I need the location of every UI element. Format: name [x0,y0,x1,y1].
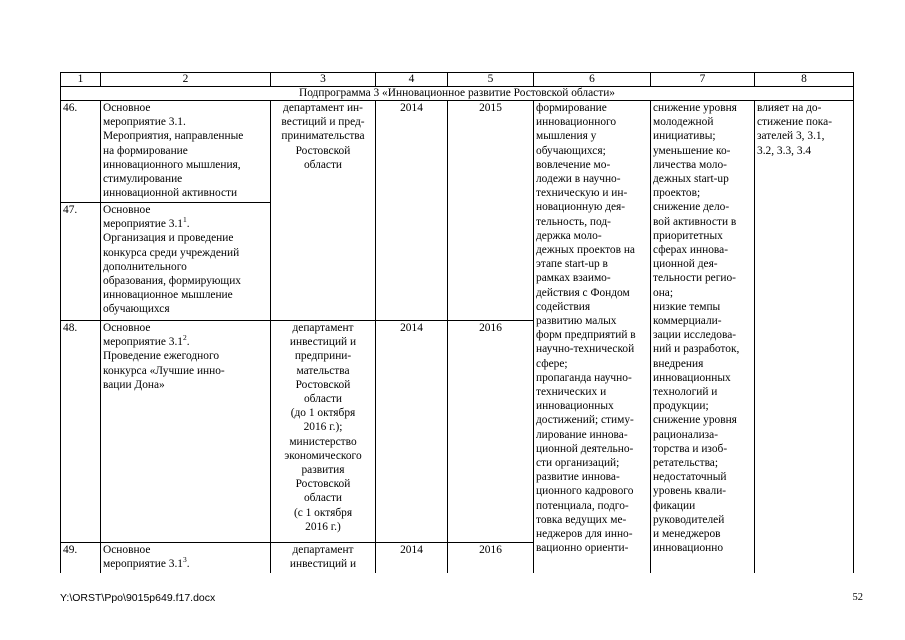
subprogram-title: Подпрограмма 3 «Инновационное развитие Ростовской области» [61,87,854,101]
start-year: 2014 [376,101,448,321]
start-year: 2014 [376,321,448,543]
executor-cell: департамент инвестиций и предприни- мательства Ростовской области (до 1 октября 2016 г.); министерство экономического развития Ростовской области (с 1 октября 2016 г.) [271,321,376,543]
consequences-cell: снижение уровня молодежной инициативы; уменьшение ко- личества моло- дежных start-up проектов; снижение дело- вой активности в приоритетных сферах иннова- ционной дея- тельности регио- она; низкие темпы коммерциали- зации исследова- ний и разработок, внедрения инновационных технологий и продукции; снижение уровня рационализа- торства и изоб- ретательства; недостаточный уровень квали- фикации руководителей и менеджеров инновационно [651,101,755,573]
end-year: 2015 [448,101,534,321]
measure-name: Основное мероприятие $3.1^1$. Организация и проведение конкурса среди учреждений дополнительного образования, формирующих инновационное мышление обучающихся [101,203,271,321]
subprogram-row [61,87,854,101]
row-number: 46. [61,101,101,203]
col-header-2: 2 [101,73,271,87]
row-number: 48. [61,321,101,543]
row-number: 49. [61,543,101,573]
executor-cell: департамент инвестиций и [271,543,376,573]
end-year: 2016 [448,321,534,543]
col-header-3: 3 [271,73,376,87]
measure-name: Основное мероприятие 3.1. Мероприятия, направленные на формирование инновационного мышления, стимулирование инновационной активности [101,101,271,203]
header-row [61,73,854,87]
measure-name: Основное мероприятие $3.1^3$. [101,543,271,573]
row-number: 47. [61,203,101,321]
measure-name: Основное мероприятие $3.1^2$. Проведение ежегодного конкурса «Лучшие инно- вации Дона» [101,321,271,543]
col-header-4: 4 [376,73,448,87]
start-year: 2014 [376,543,448,573]
indicators-cell: влияет на до- стижение пока- зателей 3, 3.1, 3.2, 3.3, 3.4 [755,101,854,573]
col-header-8: 8 [755,73,854,87]
footer-file-path: Y:\ORST\Ppo\9015p649.f17.docx [60,592,216,604]
col-header-7: 7 [651,73,755,87]
col-header-1: 1 [61,73,101,87]
executor-cell: департамент ин- вестиций и пред- принимательства Ростовской области [271,101,376,321]
expected-result-cell: формирование инновационного мышления у обучающихся; вовлечение мо- лодежи в научно- техническую и ин- новационную дея- тельность, под- держка моло- дежных проектов на этапе start-up в рамках взаимо- действия с Фондом содействия развитию малых форм предприятий в научно-технической сфере; пропаганда научно- технических и инновационных достижений; стиму- лирование иннова- ционной деятельно- сти организаций; развитие иннова- ционного кадрового потенциала, подго- товка ведущих ме- неджеров для инно- вационно ориенти- [534,101,651,573]
end-year: 2016 [448,543,534,573]
table-row [61,101,854,203]
page-number: 52 [852,592,863,603]
col-header-6: 6 [534,73,651,87]
col-header-5: 5 [448,73,534,87]
measures-table [60,72,854,573]
